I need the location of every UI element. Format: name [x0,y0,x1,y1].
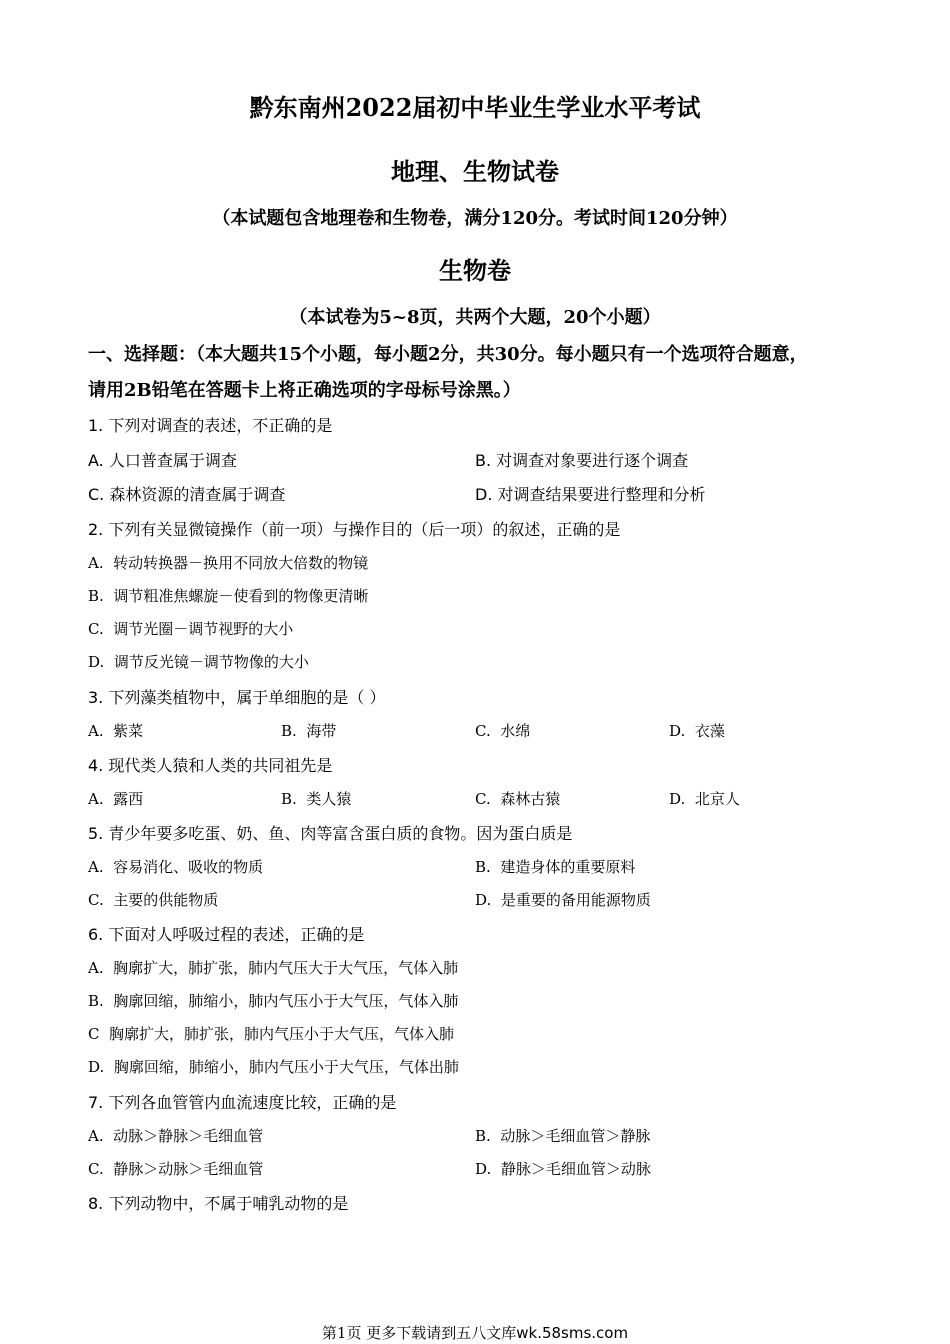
page-footer [0,1322,950,1343]
question-text: 下列动物中，不属于哺乳动物的是 [108,1194,349,1213]
question-number: 1. [88,416,104,435]
question-number: 4. [88,756,104,775]
question-number: 5. [88,824,104,843]
q4-option-a: A. 露西 [88,790,144,808]
paper-subtitle: 地理、生物试卷 [391,157,559,186]
q3-option-d: D. 衣藻 [669,722,725,740]
q4-option-b: B. 类人猿 [281,790,352,808]
q2-option-c: C. 调节光圈－调节视野的大小 [88,620,294,638]
question-number: 6. [88,925,104,944]
question-text: 下列藻类植物中，属于单细胞的是（ ） [108,688,386,707]
q6-option-c: C 胸廓扩大，肺扩张，肺内气压小于大气压，气体入肺 [88,1025,455,1043]
q5-option-a: A. 容易消化、吸收的物质 [88,858,264,876]
q7-option-b: B. 动脉＞毛细血管＞静脉 [475,1127,651,1145]
q1-option-c: C. 森林资源的清查属于调查 [88,485,286,504]
q4-option-c: C. 森林古猿 [475,790,561,808]
question-text: 现代类人猿和人类的共同祖先是 [108,756,333,775]
q6-option-b: B. 胸廓回缩，肺缩小，肺内气压小于大气压，气体入肺 [88,992,459,1010]
q7-option-c: C. 静脉＞动脉＞毛细血管 [88,1160,264,1178]
q4-option-d: D. 北京人 [669,790,740,808]
q5-option-d: D. 是重要的备用能源物质 [475,891,651,909]
footer-link[interactable]: wk.58sms.com [516,1324,629,1342]
q7-option-a: A. 动脉＞静脉＞毛细血管 [88,1127,264,1145]
q3-option-a: A. 紫菜 [88,722,144,740]
footer-page-label: 第1页 更多下载请到五八文库 [321,1324,517,1342]
q7-option-d: D. 静脉＞毛细血管＞动脉 [475,1160,651,1178]
section-note: （本试卷为5~8页，共两个大题，20个小题） [289,307,661,328]
question-5 [88,821,572,844]
paper-note: （本试题包含地理卷和生物卷，满分120分。考试时间120分钟） [212,208,738,229]
q2-option-a: A. 转动转换器－换用不同放大倍数的物镜 [88,554,369,572]
question-6 [88,922,364,945]
question-text: 下列各血管管内血流速度比较，正确的是 [108,1093,397,1112]
part1-instructions-line2: 请用2B铅笔在答题卡上将正确选项的字母标号涂黑。） [88,380,521,401]
question-number: 7. [88,1093,104,1112]
exam-title: 黔东南州2022届初中毕业生学业水平考试 [249,93,701,122]
q2-option-b: B. 调节粗准焦螺旋－使看到的物像更清晰 [88,587,369,605]
question-3 [88,685,385,708]
question-number: 3. [88,688,104,707]
question-number: 8. [88,1194,104,1213]
q6-option-a: A. 胸廓扩大，肺扩张，肺内气压大于大气压，气体入肺 [88,959,459,977]
question-8 [88,1191,348,1214]
q6-option-d: D. 胸廓回缩，肺缩小，肺内气压小于大气压，气体出肺 [88,1058,459,1076]
question-4 [88,753,332,776]
question-number: 2. [88,520,104,539]
q3-option-b: B. 海带 [281,722,337,740]
q5-option-c: C. 主要的供能物质 [88,891,219,909]
question-text: 青少年要多吃蛋、奶、鱼、肉等富含蛋白质的食物。因为蛋白质是 [108,824,573,843]
question-text: 下列有关显微镜操作（前一项）与操作目的（后一项）的叙述，正确的是 [108,520,621,539]
q1-option-b: B. 对调查对象要进行逐个调查 [475,451,689,470]
q2-option-d: D. 调节反光镜－调节物像的大小 [88,653,309,671]
part1-instructions-line1: 一、选择题：（本大题共15个小题，每小题2分，共30分。每小题只有一个选项符合题意， [88,344,808,365]
question-1 [88,413,332,436]
question-7 [88,1090,396,1113]
question-2 [88,517,620,540]
q3-option-c: C. 水绵 [475,722,531,740]
q1-option-d: D. 对调查结果要进行整理和分析 [475,485,706,504]
question-text: 下面对人呼吸过程的表述，正确的是 [108,925,365,944]
question-text: 下列对调查的表述，不正确的是 [108,416,333,435]
q5-option-b: B. 建造身体的重要原料 [475,858,636,876]
q1-option-a: A. 人口普查属于调查 [88,451,237,470]
section-title: 生物卷 [439,256,511,285]
